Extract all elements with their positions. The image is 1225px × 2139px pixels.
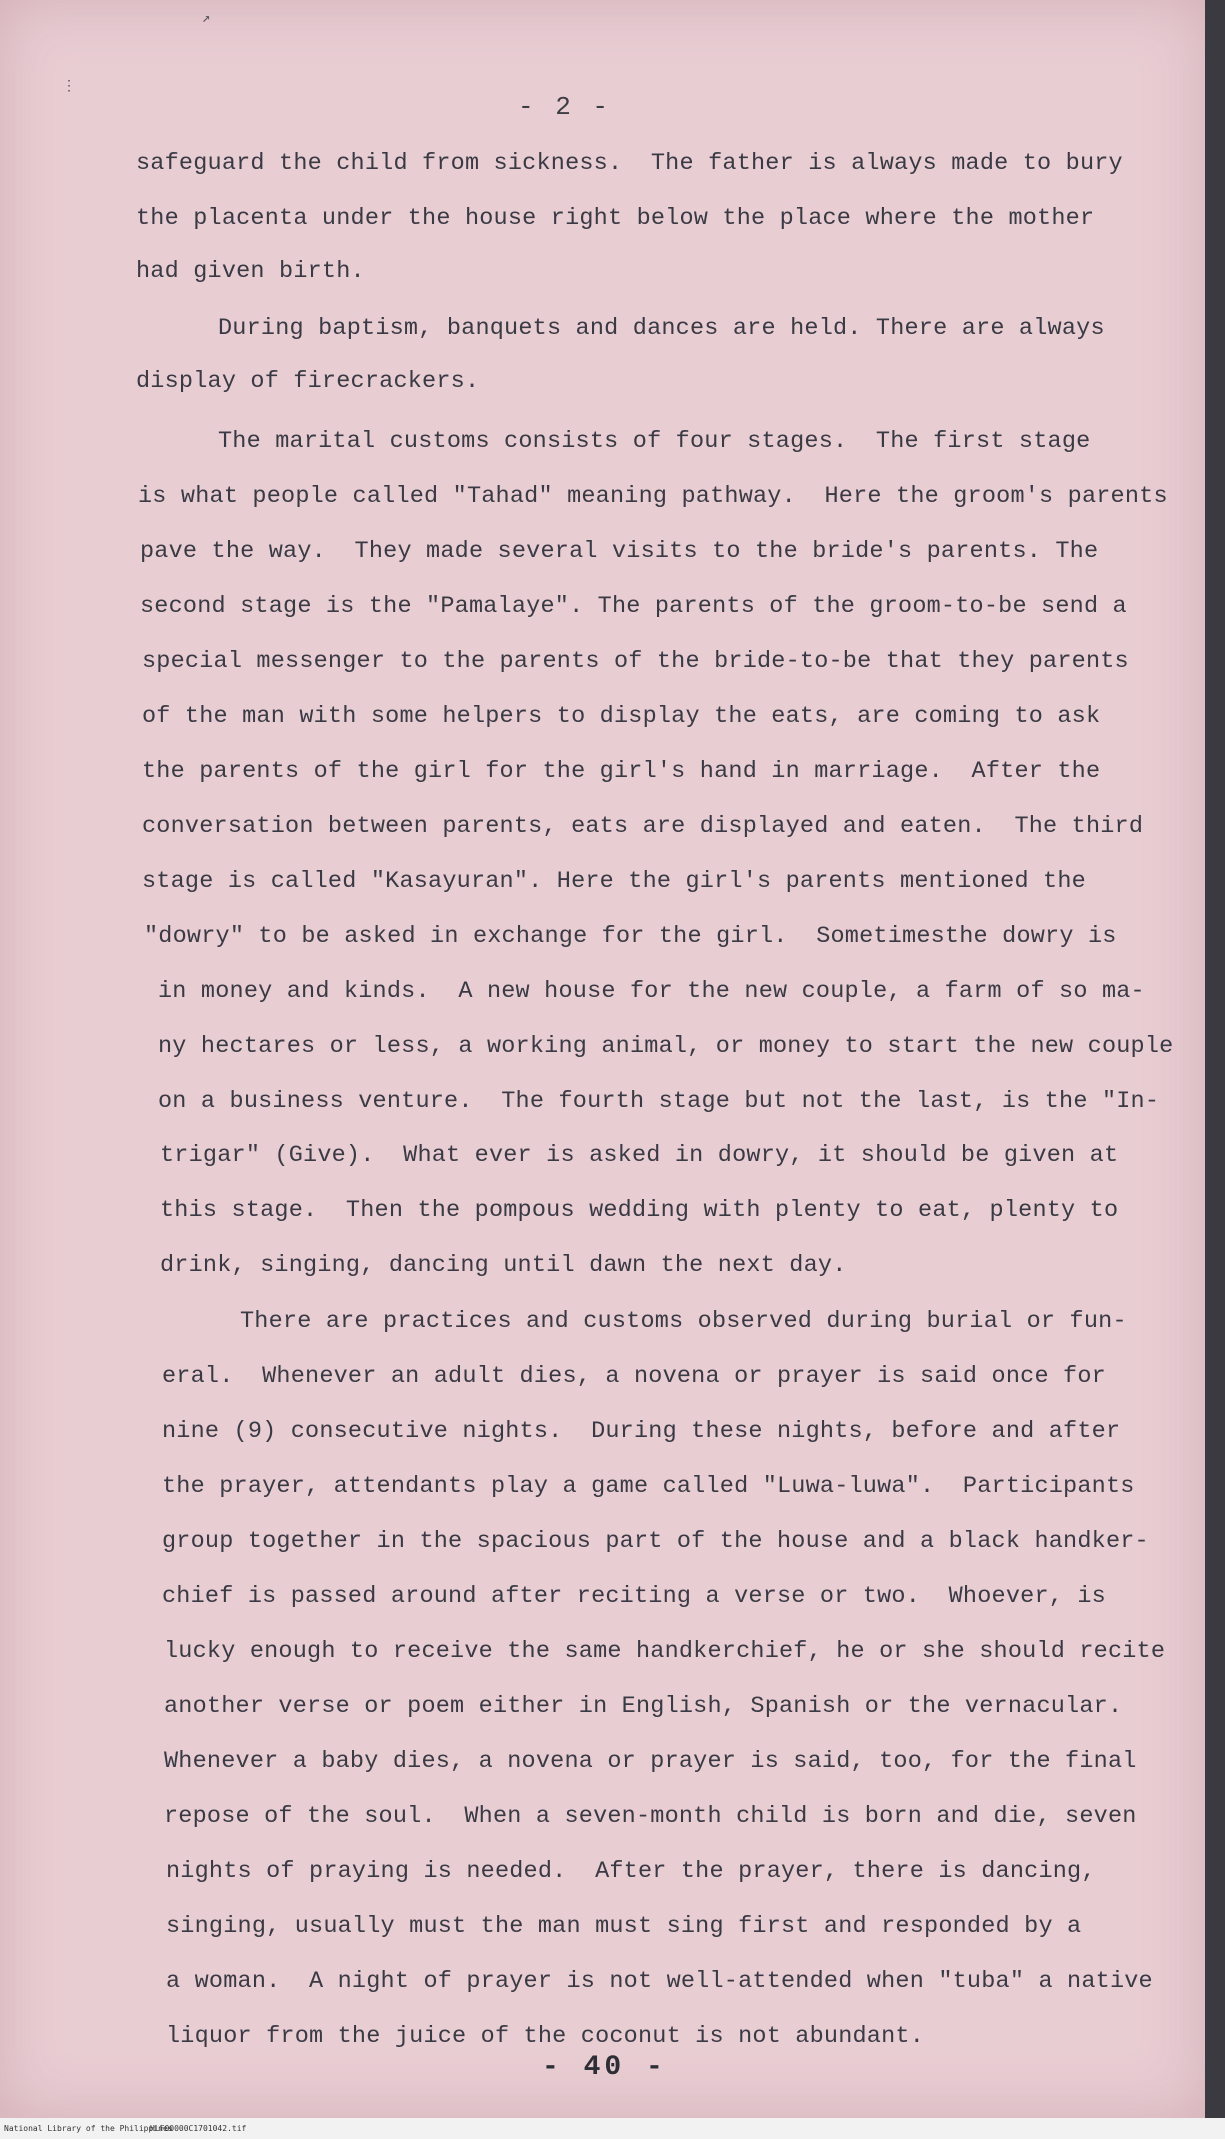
text-line: the prayer, attendants play a game called "Luwa-luwa". Participants xyxy=(162,1473,1135,1500)
text-line: the placenta under the house right below the place where the mother xyxy=(136,205,1095,232)
text-line: "dowry" to be asked in exchange for the girl. Sometimesthe dowry is xyxy=(144,923,1117,950)
text-line: second stage is the "Pamalaye". The parents of the groom-to-be send a xyxy=(140,593,1127,620)
text-line: eral. Whenever an adult dies, a novena or prayer is said once for xyxy=(162,1363,1106,1390)
text-line: trigar" (Give). What ever is asked in dowry, it should be given at xyxy=(160,1142,1119,1169)
text-line: this stage. Then the pompous wedding with plenty to eat, plenty to xyxy=(160,1197,1119,1224)
bottom-page-number: - 40 - xyxy=(542,2052,667,2083)
text-line: There are practices and customs observed during burial or fun- xyxy=(240,1308,1127,1335)
text-line: The marital customs consists of four stages. The first stage xyxy=(218,428,1091,455)
text-line: another verse or poem either in English, Spanish or the vernacular. xyxy=(164,1693,1123,1720)
text-line: the parents of the girl for the girl's hand in marriage. After the xyxy=(142,758,1101,785)
scan-footer xyxy=(0,2118,1225,2139)
footer-library-label: National Library of the Philippines xyxy=(4,2124,173,2133)
text-line: of the man with some helpers to display the eats, are coming to ask xyxy=(142,703,1101,730)
text-line: During baptism, banquets and dances are held. There are always xyxy=(218,315,1105,342)
text-line: nights of praying is needed. After the prayer, there is dancing, xyxy=(166,1858,1096,1885)
text-line: nine (9) consecutive nights. During these nights, before and after xyxy=(162,1418,1121,1445)
text-line: ny hectares or less, a working animal, or money to start the new couple xyxy=(158,1033,1174,1060)
text-line: special messenger to the parents of the bride-to-be that they parents xyxy=(142,648,1129,675)
text-line: liquor from the juice of the coconut is not abundant. xyxy=(166,2023,925,2050)
text-line: singing, usually must the man must sing first and responded by a xyxy=(166,1913,1082,1940)
text-line: display of firecrackers. xyxy=(136,368,480,395)
text-line: stage is called "Kasayuran". Here the girl's parents mentioned the xyxy=(142,868,1086,895)
text-line: lucky enough to receive the same handkerchief, he or she should recite xyxy=(164,1638,1166,1665)
text-line: safeguard the child from sickness. The father is always made to bury xyxy=(136,150,1123,177)
text-line: group together in the spacious part of the house and a black handker- xyxy=(162,1528,1149,1555)
text-line: chief is passed around after reciting a verse or two. Whoever, is xyxy=(162,1583,1106,1610)
text-line: drink, singing, dancing until dawn the next day. xyxy=(160,1252,847,1279)
text-line: in money and kinds. A new house for the new couple, a farm of so ma- xyxy=(158,978,1145,1005)
footer-file-label: HLF00000C1701042.tif xyxy=(150,2124,247,2133)
pencil-mark-icon: ↗ xyxy=(202,11,211,27)
text-line: is what people called "Tahad" meaning pathway. Here the groom's parents xyxy=(138,483,1168,510)
text-line: repose of the soul. When a seven-month child is born and die, seven xyxy=(164,1803,1137,1830)
text-line: on a business venture. The fourth stage but not the last, is the "In- xyxy=(158,1088,1160,1115)
scanner-edge xyxy=(1205,0,1225,2118)
margin-dot-icon: ⋮ xyxy=(62,79,76,95)
text-line: conversation between parents, eats are displayed and eaten. The third xyxy=(142,813,1144,840)
top-page-number: - 2 - xyxy=(518,92,612,122)
text-line: Whenever a baby dies, a novena or prayer is said, too, for the final xyxy=(164,1748,1137,1775)
text-line: pave the way. They made several visits to the bride's parents. The xyxy=(140,538,1099,565)
text-line: a woman. A night of prayer is not well-attended when "tuba" a native xyxy=(166,1968,1153,1995)
text-line: had given birth. xyxy=(136,258,365,285)
